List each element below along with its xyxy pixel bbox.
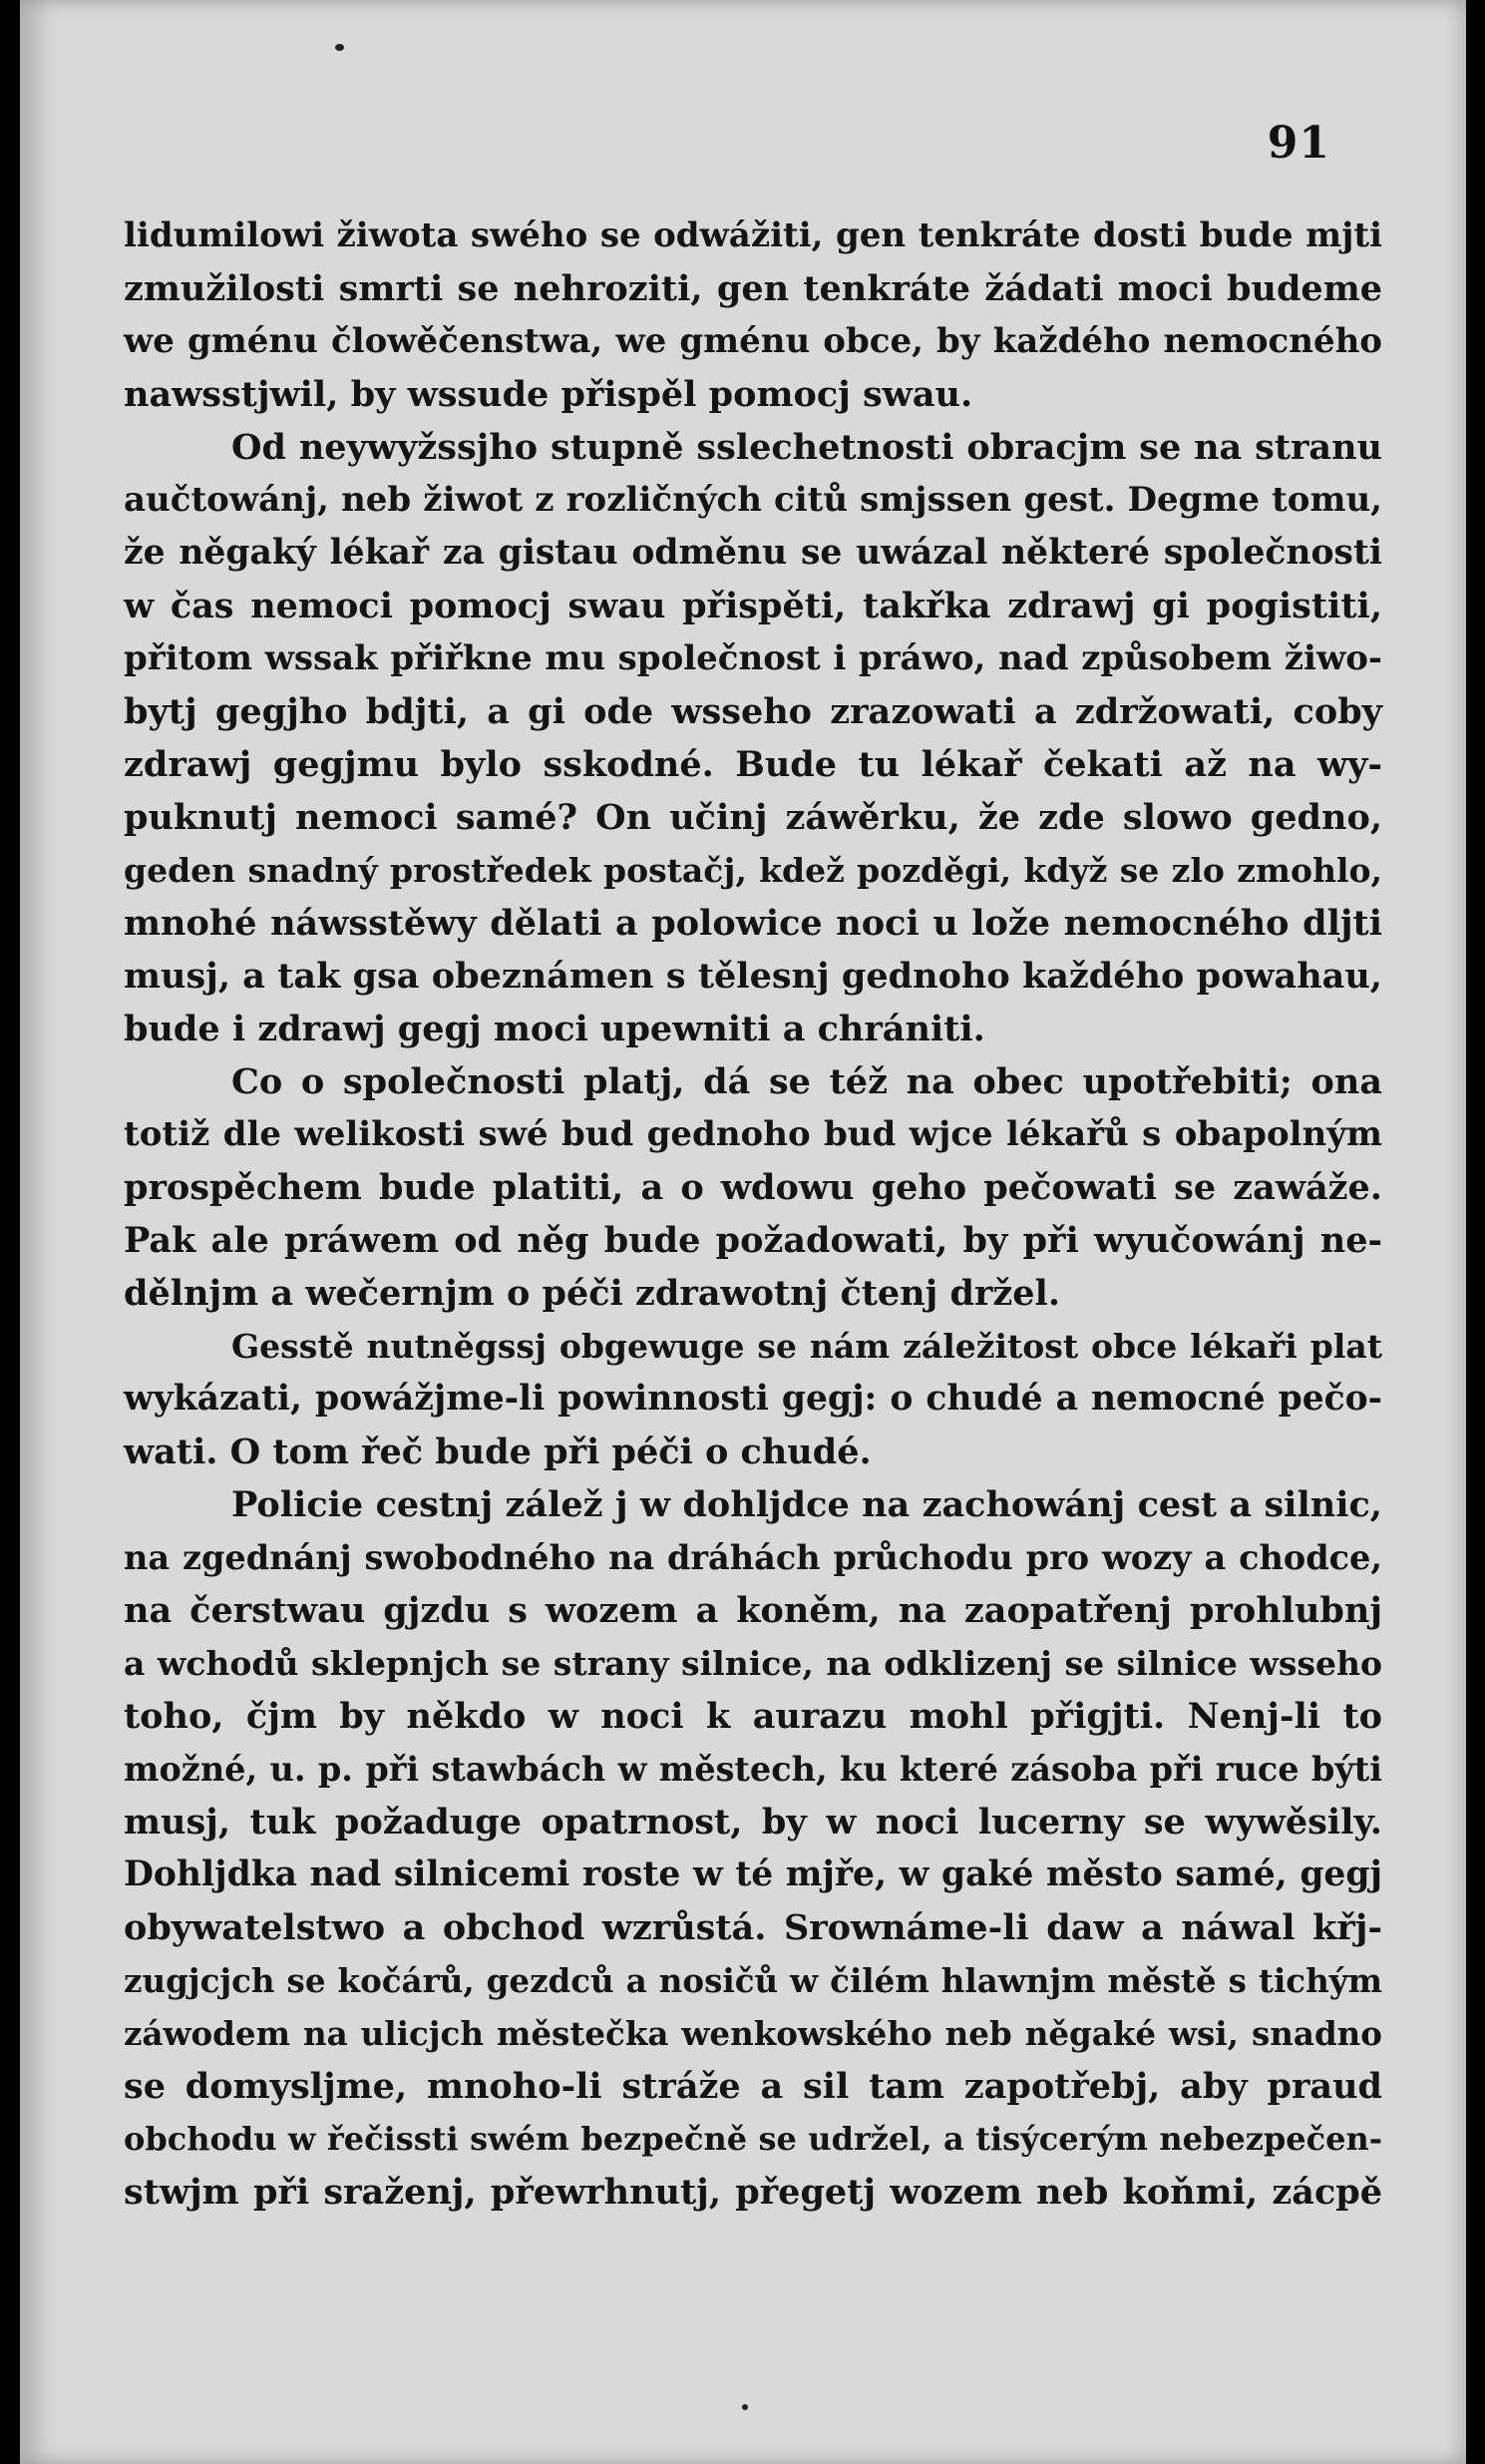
text-line: musj, tuk požaduge opatrnost, by w noci lucerny se wywěsily. [124,1802,1382,1843]
ink-speck [335,44,344,51]
text-line: we gménu člowěčenstwa, we gménu obce, by každého nemocného [124,321,1382,361]
ink-speck [742,2404,748,2410]
text-line: puknutj nemoci samé? On učinj záwěrku, že zde slowo gedno, [124,797,1382,838]
text-line: bude i zdrawj gegj moci upewniti a chrániti. [124,1009,985,1049]
text-line: Policie cestnj zálež j w dohljdce na zachowánj cest a silnic, [231,1484,1382,1525]
text-line: lidumilowi žiwota swého se odwážiti, gen tenkráte dosti bude mjti [124,215,1382,255]
text-line: zdrawj gegjmu bylo sskodné. Bude tu lékař čekati až na wy- [124,744,1382,785]
text-line: zugjcjch se kočárů, gezdců a nosičů w čilém hlawnjm městě s tichým [124,1961,1382,2000]
text-line: wykázati, powážjme-li powinnosti gegj: o chudé a nemocné pečo- [124,1379,1382,1419]
text-line: obywatelstwo a obchod wzrůstá. Srownáme-li daw a náwal křj- [124,1907,1382,1948]
text-line: mnohé náwsstěwy dělati a polowice noci u lože nemocného dljti [124,903,1382,944]
text-line: totiž dle welikosti swé bud gednoho bud wjce lékařů s obapolným [124,1114,1382,1154]
text-line: toho, čjm by někdo w noci k aurazu mohl přigjti. Nenj-li to [124,1696,1382,1737]
text-line: wati. O tom řeč bude při péči o chudé. [124,1432,872,1472]
text-line: aučtowánj, neb žiwot z rozličných citů smjssen gest. Degme tomu, [124,480,1382,520]
body-text [124,209,1382,2219]
text-line: musj, a tak gsa obeznámen s tělesnj gednoho každého powahau, [124,956,1382,997]
book-page [20,0,1466,2464]
text-line: Pak ale práwem od něg bude požadowati, by při wyučowánj ne- [124,1220,1382,1261]
text-line: že něgaký lékař za gistau odměnu se uwázal některé společnosti [124,533,1382,573]
text-line: geden snadný prostředek postačj, kdež pozděgi, když se zlo zmohlo, [124,851,1382,890]
text-line: obchodu w řečissti swém bezpečně se udržel, a tisýcerým nebezpečen- [124,2120,1382,2158]
text-line: a wchodů sklepnjch se strany silnice, na odklizenj se silnice wsseho [124,1644,1382,1683]
text-line: nawsstjwil, by wssude přispěl pomocj swau. [124,374,973,415]
text-line: se domysljme, mnoho-li stráže a sil tam zapotřebj, aby praud [124,2066,1382,2107]
text-line: Dohljdka nad silnicemi roste w té mjře, w gaké město samé, gegj [124,1854,1382,1894]
text-line: w čas nemoci pomocj swau přispěti, takřka zdrawj gi pogistiti, [124,586,1382,626]
text-line: bytj gegjho bdjti, a gi ode wsseho zrazowati a zdržowati, coby [124,691,1382,732]
text-line: možné, u. p. při stawbách w městech, ku které zásoba při ruce býti [124,1750,1382,1789]
text-line: dělnjm a wečernjm o péči zdrawotnj čtenj držel. [124,1273,1061,1314]
text-line: Od neywyžssjho stupně sslechetnosti obracjm se na stranu [231,427,1382,468]
text-line: prospěchem bude platiti, a o wdowu geho pečowati se zawáže. [124,1167,1382,1208]
text-line: Co o společnosti platj, dá se též na obec upotřebiti; ona [231,1061,1382,1102]
text-line: záwodem na ulicjch městečka wenkowského neb něgaké wsi, snadno [124,2014,1382,2053]
text-line: stwjm při sraženj, přewrhnutj, přegetj wozem neb koňmi, zácpě [124,2172,1382,2213]
text-line: přitom wssak přiřkne mu společnost i práwo, nad způsobem žiwo- [124,638,1382,678]
page-number: 91 [1267,118,1330,169]
text-line: na zgednánj swobodného na dráhách průchodu pro wozy a chodce, [124,1538,1382,1577]
text-line: Gesstě nutněgssj obgewuge se nám záležitost obce lékaři plat [231,1327,1382,1366]
text-line: zmužilosti smrti se nehroziti, gen tenkráte žádati moci budeme [124,268,1382,309]
text-line: na čerstwau gjzdu s wozem a koněm, na zaopatřenj prohlubnj [124,1590,1382,1631]
